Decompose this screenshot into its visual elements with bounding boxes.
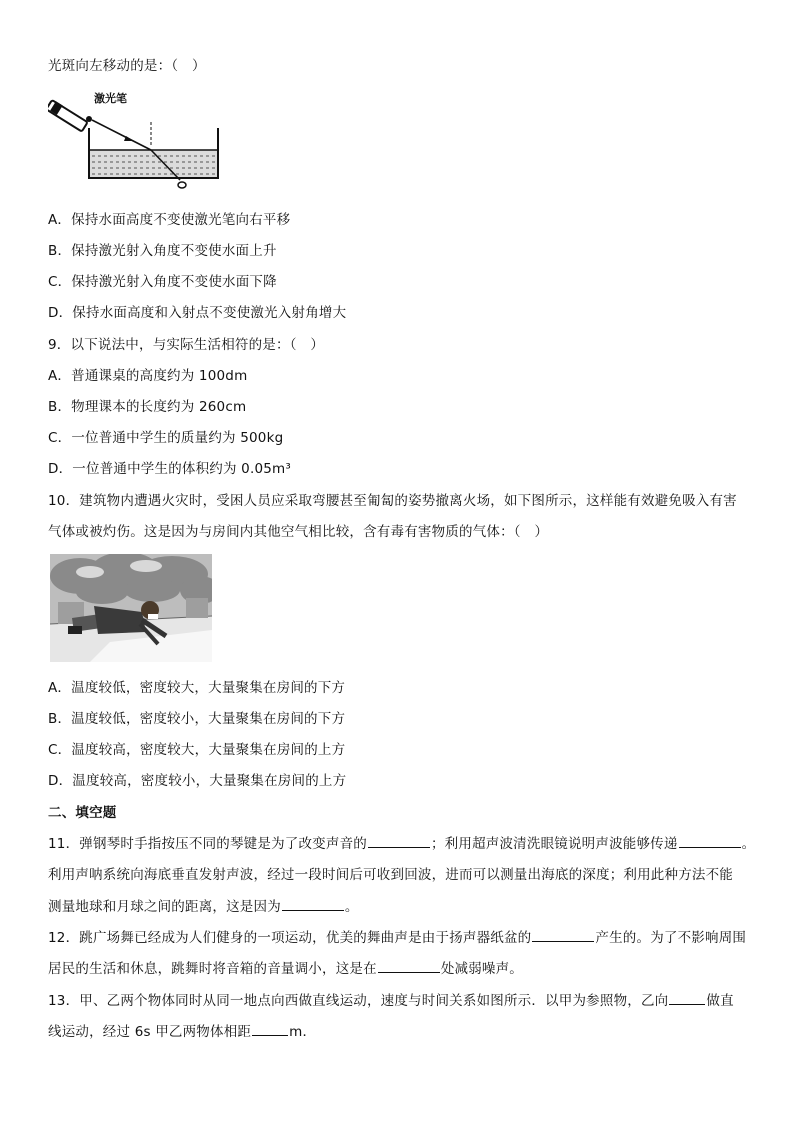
q11-text-e: 。: [344, 899, 359, 915]
q11-text-a: 11．弹钢琴时手指按压不同的琴键是为了改变声音的: [48, 836, 367, 852]
laser-pen-icon: [48, 100, 92, 132]
q12-text-b: 产生的。为了不影响周围: [595, 930, 747, 946]
q12-text-c: 居民的生活和休息，跳舞时将音箱的音量调小，这是在: [48, 961, 377, 977]
q11-blank-2[interactable]: [679, 835, 741, 848]
q10-stem-line2: 气体或被灼伤。这是因为与房间内其他空气相比较，含有毒有害物质的气体：（ ）: [48, 524, 549, 540]
q10-option-d[interactable]: D．温度较高，密度较小，大量聚集在房间的上方: [48, 773, 347, 789]
q13-blank-2[interactable]: [252, 1023, 288, 1036]
laser-pen-label: 激光笔: [94, 92, 127, 105]
section-title-fill-in: 二、填空题: [48, 805, 117, 821]
q11-line2: 利用声呐系统向海底垂直发射声波，经过一段时间后可收到回波，进而可以测量出海底的深度；利用此种方法不能: [48, 867, 733, 883]
q12-line1: [48, 929, 746, 947]
q11-line3: [48, 898, 359, 916]
fire-escape-picture: [50, 554, 212, 662]
q13-text-a: 13．甲、乙两个物体同时从同一地点向西做直线运动，速度与时间关系如图所示．以甲为参照物，乙向: [48, 993, 669, 1009]
q8-option-b[interactable]: B．保持激光射入角度不变使水面上升: [48, 243, 277, 259]
q9-option-b[interactable]: B．物理课本的长度约为 260cm: [48, 399, 247, 415]
q9-option-c[interactable]: C．一位普通中学生的质量约为 500kg: [48, 430, 284, 446]
q11-line1: [48, 835, 755, 853]
q11-blank-1[interactable]: [368, 835, 430, 848]
q12-line2: [48, 960, 523, 978]
q10-option-a[interactable]: A．温度较低，密度较大，大量聚集在房间的下方: [48, 680, 346, 696]
q9-stem: 9．以下说法中，与实际生活相符的是：（ ）: [48, 337, 325, 353]
q13-blank-1[interactable]: [669, 992, 705, 1005]
light-spot: [178, 182, 186, 188]
q8-stem-tail: 光斑向左移动的是：（ ）: [48, 58, 206, 74]
q13-text-d: m．: [289, 1024, 317, 1040]
q8-option-d[interactable]: D．保持水面高度和入射点不变使激光入射角增大: [48, 305, 347, 321]
q8-option-c[interactable]: C．保持激光射入角度不变使水面下降: [48, 274, 277, 290]
q10-stem-line1: 10．建筑物内遭遇火灾时，受困人员应采取弯腰甚至匍匐的姿势撤离火场，如下图所示，这样能有效避免吸入有害: [48, 493, 737, 509]
q12-blank-2[interactable]: [378, 960, 440, 973]
q12-text-a: 12．跳广场舞已经成为人们健身的一项运动，优美的舞曲声是由于扬声器纸盆的: [48, 930, 532, 946]
q11-text-b: ；利用超声波清洗眼镜说明声波能够传递: [430, 836, 678, 852]
water-body: [90, 150, 217, 177]
q11-text-c: 。: [741, 836, 756, 852]
q11-blank-3[interactable]: [282, 898, 344, 911]
q12-blank-1[interactable]: [532, 929, 594, 942]
q13-text-b: 做直: [706, 993, 734, 1009]
q9-option-d[interactable]: D．一位普通中学生的体积约为 0.05m³: [48, 461, 292, 477]
q13-text-c: 线运动，经过 6s 甲乙两物体相距: [48, 1024, 252, 1040]
q11-text-d: 测量地球和月球之间的距离，这是因为: [48, 899, 281, 915]
laser-water-figure: [48, 86, 228, 194]
q8-option-a[interactable]: A．保持水面高度不变使激光笔向右平移: [48, 212, 291, 228]
q10-option-b[interactable]: B．温度较低，密度较小，大量聚集在房间的下方: [48, 711, 346, 727]
q13-line2: [48, 1023, 316, 1041]
q10-option-c[interactable]: C．温度较高，密度较大，大量聚集在房间的上方: [48, 742, 346, 758]
q9-option-a[interactable]: A．普通课桌的高度约为 100dm: [48, 368, 248, 384]
q13-line1: [48, 992, 734, 1010]
incident-ray: [92, 120, 151, 150]
q12-text-d: 处减弱噪声。: [440, 961, 524, 977]
